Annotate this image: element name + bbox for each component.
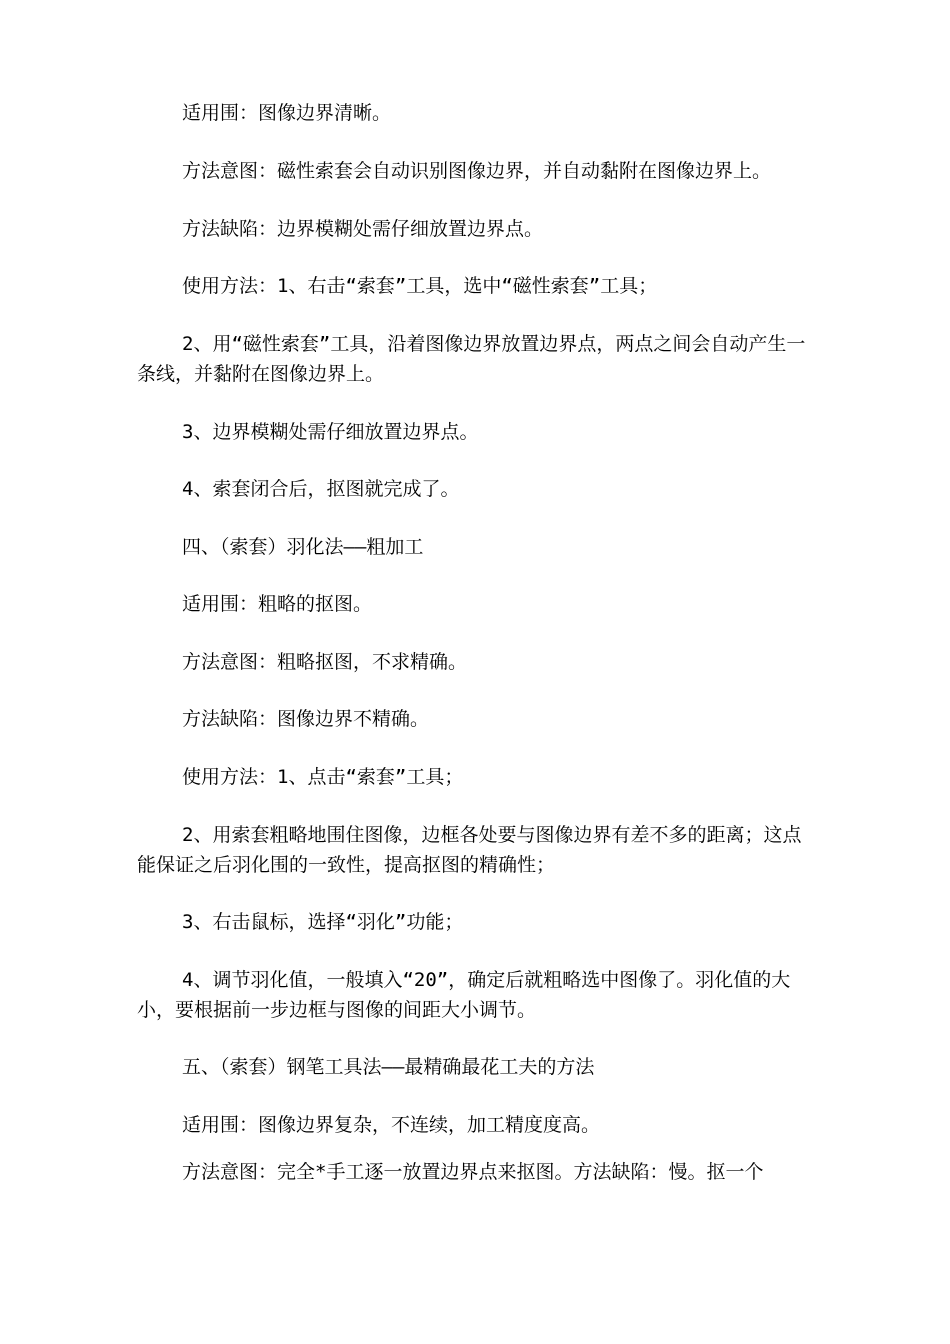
paragraph-step-3: 3、边界模糊处需仔细放置边界点。 [182,421,479,443]
paragraph-intent-3: 方法意图：完全*手工逐一放置边界点来抠图。方法缺陷：慢。抠一个 [182,1161,764,1183]
paragraph-step-2: 2、用“磁性索套”工具，沿着图像边界放置边界点，两点之间会自动产生一条线，并黏附在图像边界上。 [137,333,806,385]
paragraph-intent-1: 方法意图：磁性索套会自动识别图像边界，并自动黏附在图像边界上。 [182,160,772,182]
section-heading-five: 五、（索套）钢笔工具法——最精确最花工夫的方法 [182,1056,595,1078]
paragraph-scope-1: 适用围：图像边界清晰。 [182,102,392,124]
paragraph-step-2b: 2、用索套粗略地围住图像，边框各处要与图像边界有差不多的距离；这点能保证之后羽化围的一致性，提高抠图的精确性； [137,824,802,876]
paragraph-scope-2: 适用围：粗略的抠图。 [182,593,373,615]
paragraph-usage-2: 使用方法：1、点击“索套”工具； [182,766,464,788]
paragraph-usage-1: 使用方法：1、右击“索套”工具，选中“磁性索套”工具； [182,275,658,297]
paragraph-scope-3: 适用围：图像边界复杂，不连续，加工精度度高。 [182,1114,601,1136]
paragraph-step-4b: 4、调节羽化值，一般填入“20”，确定后就粗略选中图像了。羽化值的大小，要根据前一步边框与图像的间距大小调节。 [137,969,791,1021]
paragraph-defect-1: 方法缺陷：边界模糊处需仔细放置边界点。 [182,218,544,240]
section-heading-four: 四、（索套）羽化法——粗加工 [182,536,424,558]
paragraph-defect-2: 方法缺陷：图像边界不精确。 [182,708,430,730]
paragraph-step-3b: 3、右击鼠标，选择“羽化”功能； [182,911,464,933]
paragraph-intent-2: 方法意图：粗略抠图，不求精确。 [182,651,468,673]
paragraph-step-4: 4、索套闭合后，抠图就完成了。 [182,478,460,500]
